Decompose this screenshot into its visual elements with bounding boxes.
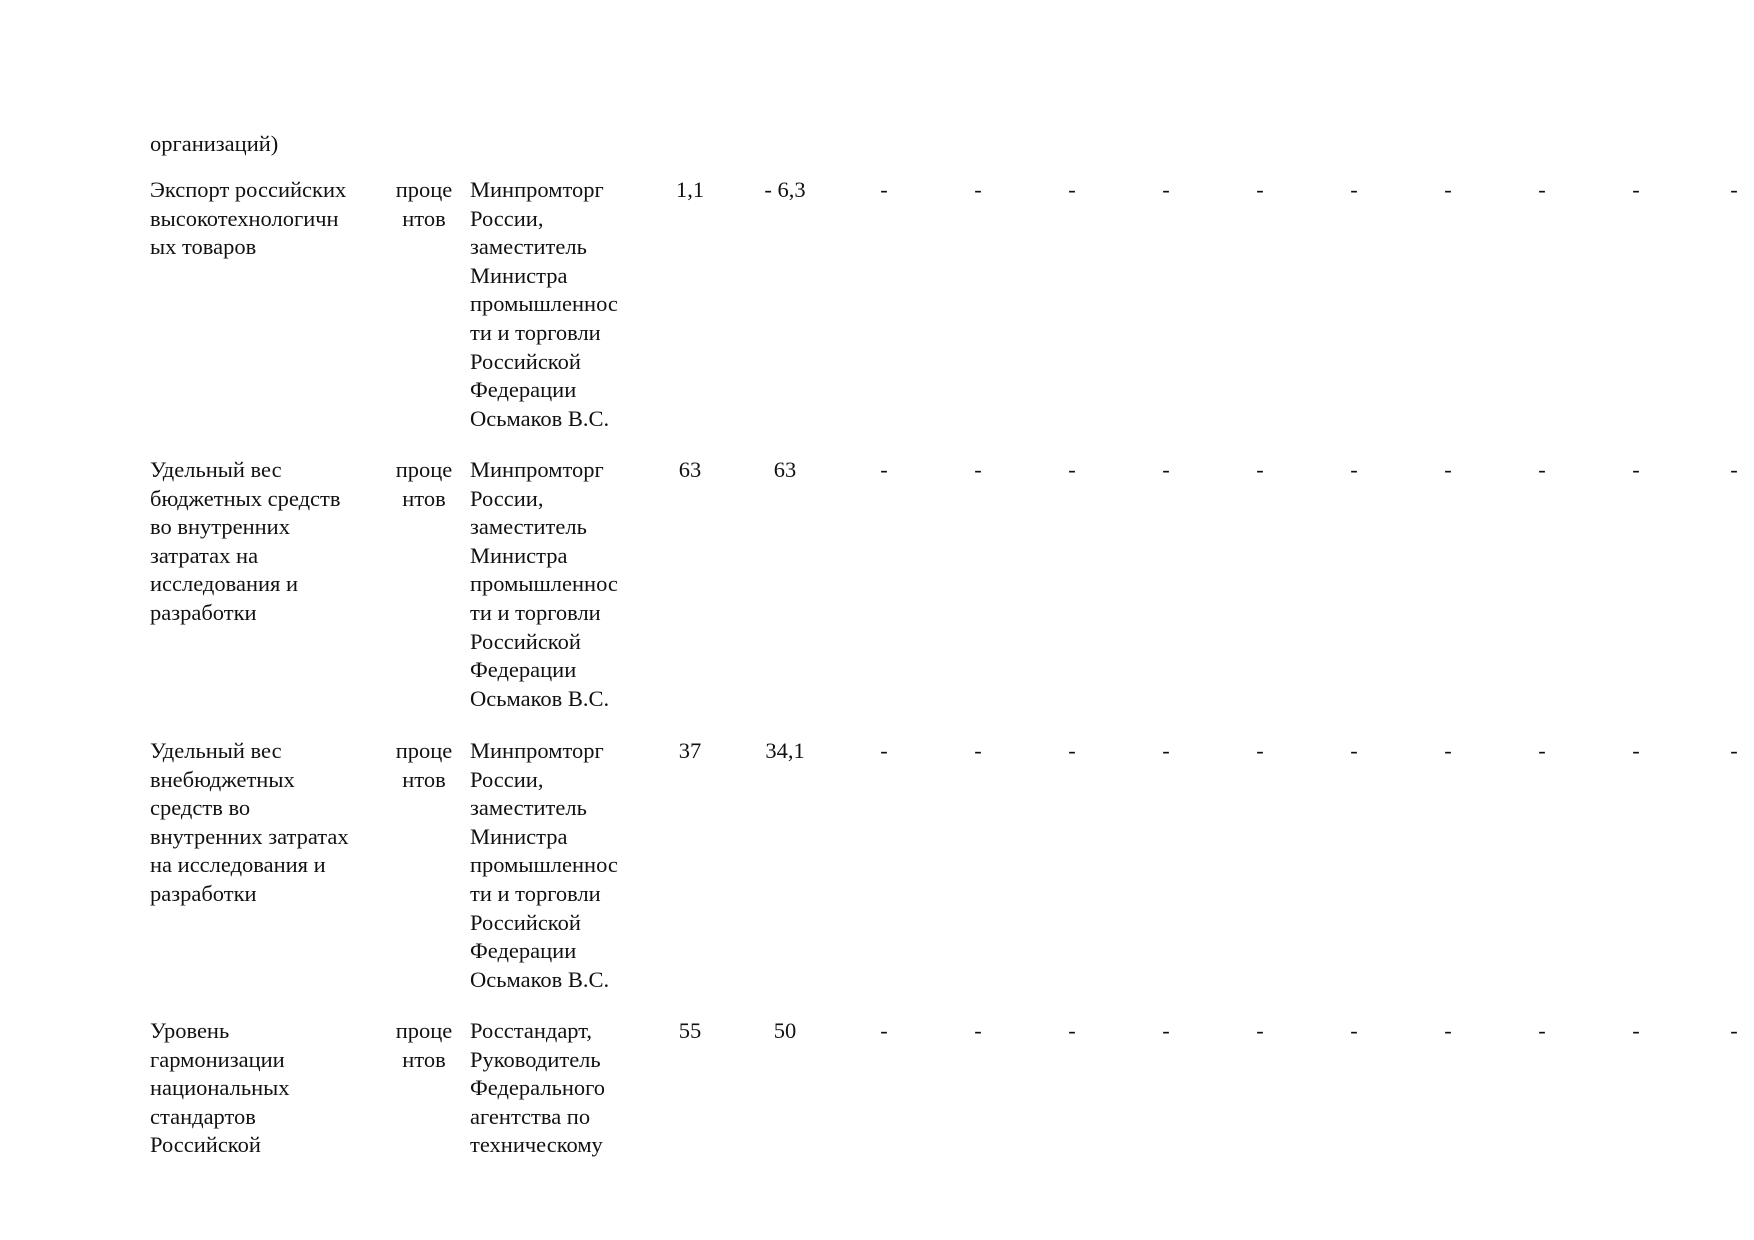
dash-cell: -	[1162, 177, 1170, 202]
responsible-cell: Росстандарт, Руководитель Федерального агентства по техническому	[470, 1018, 606, 1158]
dash-cell: -	[1538, 1018, 1546, 1043]
dash-cell: -	[1162, 1018, 1170, 1043]
dash-cell: -	[1632, 1018, 1640, 1043]
indicator-name: Удельный вес бюджетных средств во внутренних затратах на исследования и разработки	[150, 457, 341, 625]
dash-cell: -	[974, 1018, 982, 1043]
responsible-cell: Минпромторг России, заместитель Министра промышленнос ти и торговли Российской Федерации Осьмаков В.С.	[470, 457, 618, 711]
responsible-cell: Минпромторг России, заместитель Министра промышленнос ти и торговли Российской Федерации Осьмаков В.С.	[470, 177, 618, 431]
dash-cell: -	[1350, 738, 1358, 763]
dash-cell: -	[1162, 457, 1170, 482]
value-cell-1: 63	[678, 457, 702, 482]
dash-cell: -	[880, 738, 888, 763]
indicator-name: Удельный вес внебюджетных средств во внутренних затратах на исследования и разработки	[150, 738, 349, 906]
dash-cell: -	[1730, 177, 1738, 202]
responsible-cell: Минпромторг России, заместитель Министра промышленнос ти и торговли Российской Федерации Осьмаков В.С.	[470, 738, 618, 992]
dash-cell: -	[1444, 1018, 1452, 1043]
dash-cell: -	[974, 457, 982, 482]
dash-cell: -	[974, 738, 982, 763]
dash-cell: -	[1068, 1018, 1076, 1043]
dash-cell: -	[880, 177, 888, 202]
dash-cell: -	[1350, 1018, 1358, 1043]
value-cell-1: 37	[678, 738, 702, 763]
dash-cell: -	[974, 177, 982, 202]
dash-cell: -	[1538, 457, 1546, 482]
value-cell-2: - 6,3	[764, 177, 806, 202]
dash-cell: -	[1350, 457, 1358, 482]
unit-cell: проце нтов	[395, 738, 453, 792]
dash-cell: -	[1730, 1018, 1738, 1043]
value-cell-2: 63	[773, 457, 797, 482]
dash-cell: -	[1068, 457, 1076, 482]
dash-cell: -	[1632, 738, 1640, 763]
value-cell-1: 55	[678, 1018, 702, 1043]
dash-cell: -	[1068, 738, 1076, 763]
dash-cell: -	[1538, 738, 1546, 763]
carryover-text: организаций)	[150, 131, 279, 156]
value-cell-2: 34,1	[765, 738, 805, 763]
indicator-name: Экспорт российских высокотехнологичн ых товаров	[150, 177, 347, 260]
dash-cell: -	[1632, 177, 1640, 202]
dash-cell: -	[1444, 177, 1452, 202]
value-cell-2: 50	[773, 1018, 797, 1043]
dash-cell: -	[1256, 457, 1264, 482]
dash-cell: -	[1444, 457, 1452, 482]
dash-cell: -	[1162, 738, 1170, 763]
unit-cell: проце нтов	[395, 1018, 453, 1072]
dash-cell: -	[1350, 177, 1358, 202]
dash-cell: -	[1730, 457, 1738, 482]
unit-cell: проце нтов	[395, 457, 453, 511]
dash-cell: -	[880, 457, 888, 482]
unit-cell: проце нтов	[395, 177, 453, 231]
value-cell-1: 1,1	[675, 177, 705, 202]
dash-cell: -	[1256, 738, 1264, 763]
dash-cell: -	[1444, 738, 1452, 763]
dash-cell: -	[1256, 1018, 1264, 1043]
dash-cell: -	[1068, 177, 1076, 202]
indicator-name: Уровень гармонизации национальных стандартов Российской	[150, 1018, 290, 1158]
dash-cell: -	[880, 1018, 888, 1043]
dash-cell: -	[1632, 457, 1640, 482]
dash-cell: -	[1730, 738, 1738, 763]
dash-cell: -	[1538, 177, 1546, 202]
dash-cell: -	[1256, 177, 1264, 202]
